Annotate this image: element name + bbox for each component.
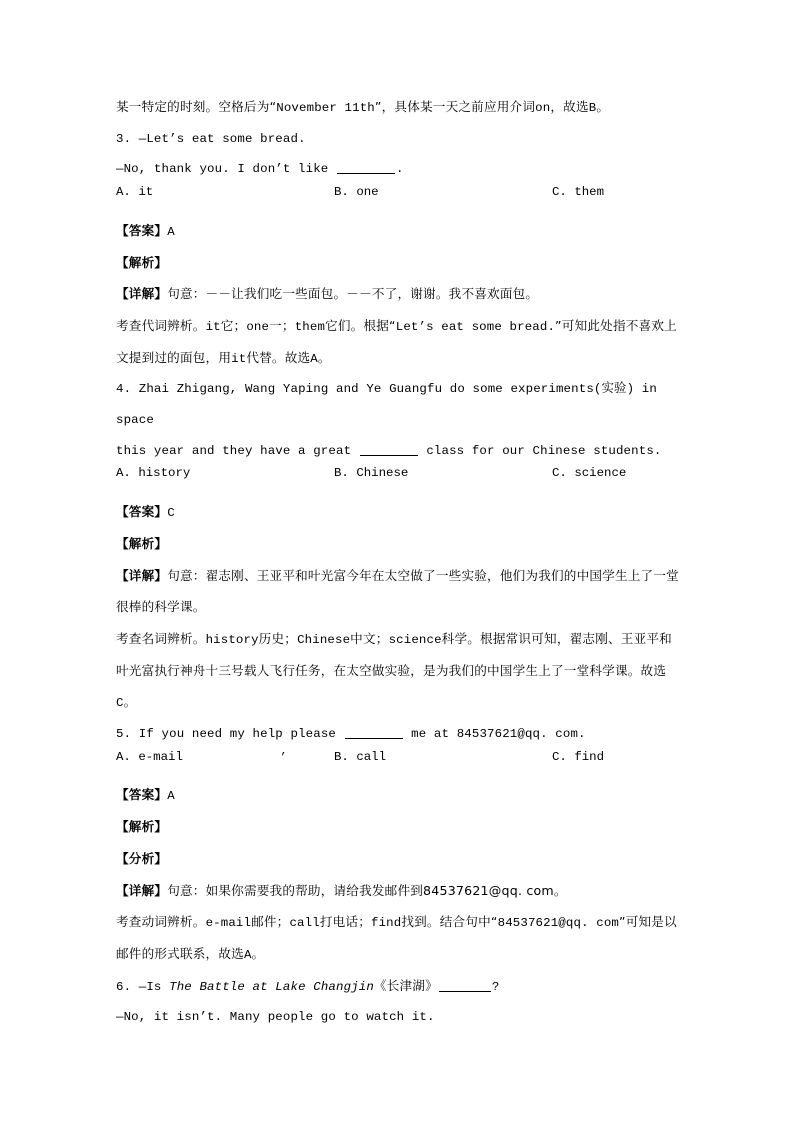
question-5-detail-label: 【详解】 — [116, 882, 168, 898]
explanation-run-9: A — [243, 947, 252, 962]
question-4-option-b-key: B. — [334, 466, 349, 481]
continuation-quoted-date: November 11th — [276, 101, 375, 115]
question-4-option-c[interactable] — [552, 466, 626, 480]
question-4-option-a-text: history — [138, 466, 191, 481]
question-3-detail-text: 句意：－－让我们吃一些面包。－－不了，谢谢。我不喜欢面包。 — [167, 286, 539, 302]
question-3-answer-blank — [337, 173, 395, 174]
explanation-run-4: 中文； — [350, 630, 389, 646]
question-5-extra-label: 【分析】 — [116, 850, 168, 866]
explanation-run-4: 一； — [269, 317, 295, 333]
question-5-option-b[interactable] — [334, 750, 386, 764]
question-3-analysis-line — [116, 248, 682, 280]
question-5-analysis-line — [116, 812, 682, 844]
question-3-answer-value: A — [167, 224, 175, 239]
question-5-option-a-text: e-mail — [138, 749, 183, 764]
question-3-answer-line — [116, 216, 682, 248]
question-4-detail-label: 【详解】 — [116, 567, 168, 583]
question-3-stem-text-1: —Let’s eat some bread. — [138, 131, 306, 146]
question-4-answer-line — [116, 497, 682, 529]
question-4-answer-value: C — [167, 506, 175, 521]
question-5-stem-text-1b: please — [282, 727, 344, 742]
question-4-analysis-label: 【解析】 — [116, 535, 168, 551]
question-3-option-b-key: B. — [334, 185, 349, 200]
explanation-run-3: call — [289, 916, 320, 931]
question-5-explanation — [116, 907, 682, 970]
explanation-run-3: Chinese — [297, 632, 351, 647]
explanation-run-8: ”可知是以邮件的形式联系，故选 — [116, 914, 677, 961]
question-4-stem-line2 — [116, 436, 682, 467]
explanation-run-0: 考查动词辨析。 — [116, 914, 206, 930]
question-5-detail-line — [116, 876, 682, 908]
explanation-run-2: 历史； — [258, 630, 298, 646]
question-4-answer-blank — [360, 455, 418, 456]
continuation-line — [116, 92, 682, 124]
question-3-option-a-key: A. — [116, 185, 131, 200]
question-5-option-c-key: C. — [552, 749, 567, 764]
continuation-preposition: on — [535, 101, 551, 115]
explanation-run-4: 打电话； — [319, 914, 371, 930]
question-5-number: 5. — [116, 727, 132, 742]
question-5-answer-line — [116, 780, 682, 812]
explanation-run-11: 代替。故选 — [246, 349, 311, 365]
continuation-quote-close: ” — [374, 99, 382, 114]
question-5-stem-text-1a: If you need my help — [138, 727, 283, 742]
question-6-stem-text-1a: —Is — [138, 979, 170, 994]
question-5-option-b-key: B. — [334, 749, 349, 764]
explanation-run-5: science — [388, 632, 442, 647]
question-3-detail-line — [116, 279, 682, 311]
explanation-run-5: them — [294, 319, 326, 334]
question-5-answer-value: A — [167, 789, 175, 804]
continuation-text-c: ，故选 — [550, 99, 589, 114]
explanation-run-2: 邮件； — [251, 914, 290, 930]
question-3-analysis-label: 【解析】 — [116, 254, 168, 270]
question-4-detail-line — [116, 561, 682, 624]
question-4-stem-text-2b: class for our Chinese students. — [418, 443, 662, 458]
question-4-option-a-key: A. — [116, 466, 131, 481]
question-5-option-b-text: call — [356, 749, 387, 764]
question-6-stem-text-1b: ? — [491, 979, 500, 994]
continuation-quote-open: “ — [269, 99, 277, 114]
question-5-option-c[interactable] — [552, 750, 604, 764]
explanation-run-13: 。 — [317, 349, 331, 365]
question-6-stem-text-2: —No, it isn’t. Many people go to watch it. — [116, 1010, 435, 1025]
explanation-run-9: ”可知此处指不喜欢上文提到过的面包，用 — [116, 317, 677, 365]
question-4-analysis-line — [116, 529, 682, 561]
question-4-answer-label: 【答案】 — [116, 504, 168, 520]
explanation-run-2: 它； — [220, 317, 247, 333]
question-3-option-a-text: it — [138, 185, 154, 200]
explanation-run-3: one — [246, 319, 270, 334]
question-5-option-c-text: find — [574, 749, 605, 764]
question-4-detail-text: 句意：翟志刚、王亚平和叶光富今年在太空做了一些实验，他们为我们的中国学生上了一堂很棒的科学课。 — [116, 567, 679, 615]
explanation-run-8: Let’s eat some bread. — [395, 319, 556, 334]
explanation-run-6: 科学。根据常识可知，翟志刚、王亚平和叶光富执行神舟十三号载人飞行任务，在太空做实验，是为我们的中国学生上了一堂科学课。故选 — [116, 630, 672, 678]
question-6-stem-line2 — [116, 1002, 682, 1033]
explanation-run-8: 。 — [123, 694, 137, 710]
explanation-run-10: 。 — [251, 945, 265, 961]
question-3-stem-text-2a: —No, thank you. I don’t like — [116, 162, 336, 177]
question-5-option-a[interactable] — [116, 750, 183, 764]
explanation-run-12: A — [310, 351, 318, 366]
question-5-option-a-key: A. — [116, 749, 131, 764]
explanation-run-7: “ — [389, 317, 396, 333]
explanation-run-7: 84537621@qq. com — [497, 916, 619, 931]
question-4-options — [116, 466, 682, 497]
explanation-run-5: find — [371, 916, 402, 931]
question-5-stem-line1: 5. If you need my help ’ please me at 84537621@qq. com. — [116, 727, 586, 765]
question-6-number: 6. — [116, 979, 132, 994]
question-3-option-b[interactable] — [334, 185, 379, 199]
question-4-option-a[interactable] — [116, 466, 190, 480]
question-3-option-c-text: them — [574, 185, 605, 200]
question-4-stem-text-2a: this year and they have a great — [116, 443, 359, 458]
explanation-run-1: history — [205, 632, 259, 647]
question-3-option-a[interactable] — [116, 185, 153, 199]
question-4-option-c-key: C. — [552, 466, 567, 481]
question-3-stem-text-2b: . — [395, 162, 404, 177]
question-3-option-c-key: C. — [552, 185, 567, 200]
question-4-explanation — [116, 624, 682, 719]
document-page — [116, 92, 682, 1033]
explanation-run-6: 找到。结合句中“ — [401, 914, 498, 930]
question-3-stem-line2 — [116, 154, 682, 185]
question-3-stem-line1 — [116, 124, 682, 155]
question-3-option-b-text: one — [356, 185, 379, 200]
question-5-detail-text: 句意：如果你需要我的帮助，请给我发邮件到84537621@qq. com。 — [167, 882, 567, 898]
question-4-option-b[interactable] — [334, 466, 408, 480]
question-3-detail-label: 【详解】 — [116, 286, 168, 302]
question-6-stem-line1 — [116, 971, 682, 1003]
question-4-option-c-text: science — [574, 466, 627, 481]
explanation-run-1: e-mail — [205, 916, 252, 931]
question-4-stem-text-1: Zhai Zhigang, Wang Yaping and Ye Guangfu do some experiments(实验) in space — [116, 382, 657, 428]
explanation-run-7: C — [116, 696, 124, 711]
question-5-analysis-label: 【解析】 — [116, 819, 168, 835]
question-3-option-c[interactable] — [552, 185, 604, 199]
question-5-extra-line — [116, 844, 682, 876]
question-6-movie-title-chinese: 《长津湖》 — [373, 977, 438, 993]
question-5-answer-blank — [345, 738, 403, 739]
question-3-answer-label: 【答案】 — [116, 222, 168, 238]
question-6-answer-blank — [439, 991, 491, 992]
question-3-number: 3. — [116, 131, 132, 146]
explanation-run-0: 考查代词辨析。 — [116, 317, 206, 333]
explanation-run-6: 它们。根据 — [325, 317, 389, 333]
continuation-text-a: 某一特定的时刻。空格后为 — [116, 99, 270, 114]
question-5-answer-label: 【答案】 — [116, 787, 168, 803]
question-4-stem-line1 — [116, 374, 682, 435]
explanation-run-10: it — [231, 351, 247, 366]
question-3-explanation — [116, 311, 682, 374]
question-4-number: 4. — [116, 382, 132, 397]
question-3-options — [116, 185, 682, 216]
question-5-stem-text-1c: me at 84537621@qq. com. — [403, 727, 586, 742]
explanation-run-0: 考查名词辨析。 — [116, 630, 206, 646]
question-6-movie-title-english: The Battle at Lake Changjin — [169, 979, 374, 994]
continuation-text-end: 。 — [596, 99, 610, 114]
explanation-run-1: it — [205, 319, 221, 334]
question-5-options — [116, 750, 682, 781]
question-4-option-b-text: Chinese — [356, 466, 409, 481]
continuation-answer: B — [588, 101, 597, 115]
continuation-text-b: ，具体某一天之前应用介词 — [381, 99, 536, 114]
